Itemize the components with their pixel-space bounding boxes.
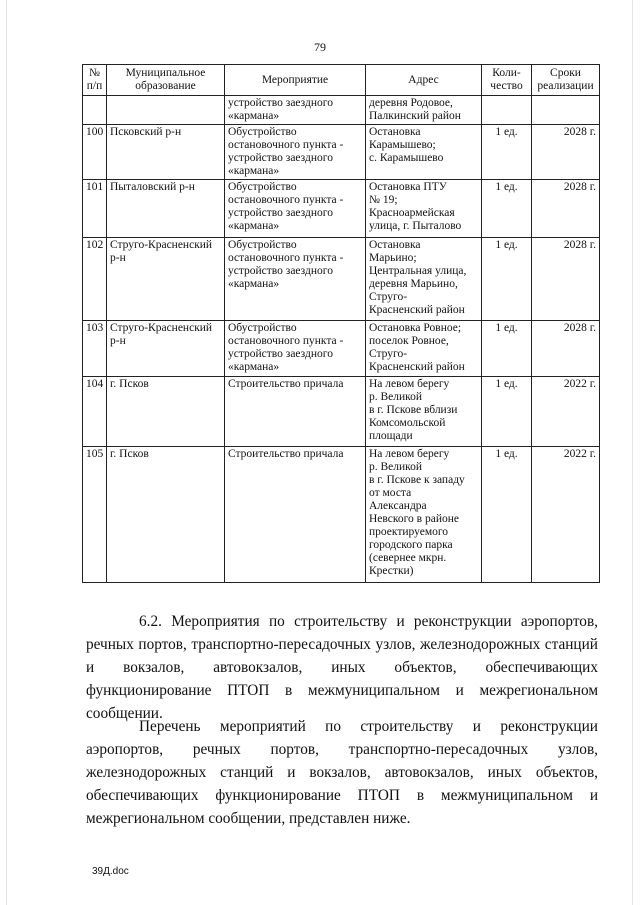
body-paragraph: Перечень мероприятий по строительству и реконструкции аэропортов, речных портов, транспортно-пересадочных узлов, железнодорожных станций и вокзалов, автовокзалов, иных объектов, обеспечивающих функционирование ПТОП в межмуниципальном и межрегиональном сообщении, представлен ниже. (86, 718, 598, 827)
cell-event: устройство заездного «кармана» (225, 96, 366, 125)
cell-quantity: 1 ед. (482, 377, 532, 447)
table-row (83, 180, 600, 238)
table-row (83, 96, 600, 125)
cell-municipality (107, 96, 225, 125)
cell-num: 104 (83, 377, 107, 447)
cell-quantity: 1 ед. (482, 321, 532, 377)
cell-event: Обустройство остановочного пункта - устройство заездного «кармана» (225, 238, 366, 321)
cell-term: 2022 г. (532, 447, 600, 583)
cell-event: Строительство причала (225, 377, 366, 447)
page-number: 79 (314, 40, 326, 54)
cell-address: На левом берегу р. Великой в г. Пскове вблизи Комсомольской площади (366, 377, 482, 447)
cell-address: Остановка Карамышево; с. Карамышево (366, 125, 482, 180)
cell-event: Обустройство остановочного пункта - устройство заездного «кармана» (225, 321, 366, 377)
cell-quantity: 1 ед. (482, 447, 532, 583)
cell-quantity: 1 ед. (482, 180, 532, 238)
table-row (83, 447, 600, 583)
cell-address: деревня Родовое, Палкинский район (366, 96, 482, 125)
cell-event: Строительство причала (225, 447, 366, 583)
footer-filename: 39Д.doc (92, 866, 129, 877)
cell-quantity: 1 ед. (482, 125, 532, 180)
scan-edge-left (6, 0, 7, 905)
cell-municipality: Струго-Красненский р-н (107, 238, 225, 321)
header-term: Сроки реализации (532, 65, 600, 96)
cell-term: 2028 г. (532, 321, 600, 377)
cell-term: 2028 г. (532, 238, 600, 321)
cell-municipality: г. Псков (107, 447, 225, 583)
header-quantity: Коли- чество (482, 65, 532, 96)
header-municipality: Муниципальное образование (107, 65, 225, 96)
cell-term: 2028 г. (532, 125, 600, 180)
cell-address: На левом берегу р. Великой в г. Пскове к западу от моста Александра Невского в районе проектируемого городского парка (севернее мкрн. Крестки) (366, 447, 482, 583)
cell-term (532, 96, 600, 125)
cell-municipality: Псковский р-н (107, 125, 225, 180)
section-heading-paragraph: 6.2. Мероприятия по строительству и реконструкции аэропортов, речных портов, транспортно-пересадочных узлов, железнодорожных станций и вокзалов, автовокзалов, иных объектов, обеспечивающих функционирование ПТОП в межмуниципальном и межрегиональном сообщении. (86, 613, 598, 722)
header-num: № п/п (83, 65, 107, 96)
cell-term: 2022 г. (532, 377, 600, 447)
scan-edge-right (632, 0, 633, 905)
table-row (83, 238, 600, 321)
cell-address: Остановка Ровное; поселок Ровное, Струго- Красненский район (366, 321, 482, 377)
table-row (83, 321, 600, 377)
cell-event: Обустройство остановочного пункта - устройство заездного «кармана» (225, 125, 366, 180)
table-row (83, 377, 600, 447)
header-address: Адрес (366, 65, 482, 96)
events-table (82, 64, 600, 583)
table-header-row (83, 65, 600, 96)
cell-num: 100 (83, 125, 107, 180)
cell-num (83, 96, 107, 125)
cell-municipality: Пыталовский р-н (107, 180, 225, 238)
cell-num: 103 (83, 321, 107, 377)
table-row (83, 125, 600, 180)
cell-address: Остановка ПТУ № 19; Красноармейская улица, г. Пыталово (366, 180, 482, 238)
cell-event: Обустройство остановочного пункта - устройство заездного «кармана» (225, 180, 366, 238)
cell-quantity (482, 96, 532, 125)
cell-num: 105 (83, 447, 107, 583)
cell-address: Остановка Марьино; Центральная улица, деревня Марьино, Струго- Красненский район (366, 238, 482, 321)
cell-municipality: г. Псков (107, 377, 225, 447)
cell-num: 101 (83, 180, 107, 238)
cell-quantity: 1 ед. (482, 238, 532, 321)
cell-num: 102 (83, 238, 107, 321)
header-event: Мероприятие (225, 65, 366, 96)
cell-term: 2028 г. (532, 180, 600, 238)
cell-municipality: Струго-Красненский р-н (107, 321, 225, 377)
